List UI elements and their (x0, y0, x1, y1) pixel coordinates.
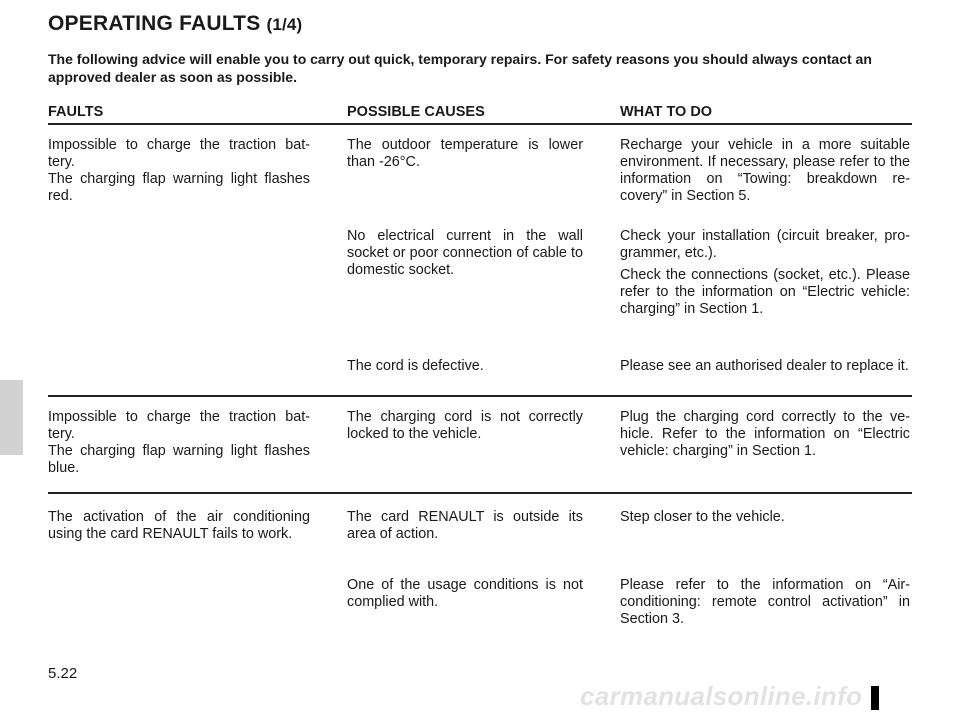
cause-cell: No electrical current in the wall socket or poor connection of cable to domestic socket. (347, 228, 583, 278)
fault-line: Impossible to charge the traction bat-tery. (48, 409, 310, 442)
cause-cell: The charging cord is not correctly locked to the vehicle. (347, 409, 583, 442)
action-cell: Please see an authorised dealer to replace it. (620, 358, 909, 374)
cause-cell: The cord is defective. (347, 358, 484, 374)
cause-cell: One of the usage conditions is not complied with. (347, 577, 583, 610)
page-title (48, 12, 302, 36)
watermark: carmanualsonline.info (580, 681, 863, 711)
title-part: (1/4) (266, 15, 303, 34)
fault-line: The charging flap warning light flashes blue. (48, 443, 310, 476)
action-cell: Plug the charging cord correctly to the ve-hicle. Refer to the information on “Electric vehicle: charging” in Section 1. (620, 409, 910, 459)
page-marker (871, 686, 879, 710)
header-actions: WHAT TO DO (620, 104, 713, 120)
action-cell: Check your installation (circuit breaker, pro-grammer, etc.). (620, 228, 910, 261)
fault-line: The charging flap warning light flashes red. (48, 171, 310, 204)
cause-cell: The outdoor temperature is lower than -26°C. (347, 137, 583, 170)
header-rule (48, 123, 912, 125)
action-cell: Step closer to the vehicle. (620, 509, 785, 525)
title-text: OPERATING FAULTS (48, 12, 261, 35)
action-cell: Please refer to the information on “Air-conditioning: remote control activation” in Section 3. (620, 577, 910, 627)
fault-cell-3 (48, 509, 310, 543)
row-divider-1 (48, 395, 912, 397)
fault-line: The activation of the air conditioning using the card RENAULT fails to work. (48, 509, 310, 542)
section-tab (0, 380, 23, 455)
header-faults: FAULTS (48, 104, 104, 120)
action-cell: Recharge your vehicle in a more suitable environment. If necessary, please refer to the information on “Towing: breakdown re-covery” in Section 5. (620, 137, 910, 204)
fault-cell-1 (48, 137, 310, 205)
fault-line: Impossible to charge the traction bat-tery. (48, 137, 310, 170)
fault-cell-2 (48, 409, 310, 477)
intro-text: The following advice will enable you to carry out quick, temporary repairs. For safety reasons you should always contact an approved dealer as soon as possible. (48, 51, 872, 85)
header-causes: POSSIBLE CAUSES (347, 104, 485, 120)
page-number: 5.22 (48, 665, 78, 682)
row-divider-2 (48, 492, 912, 494)
cause-cell: The card RENAULT is outside its area of action. (347, 509, 583, 542)
action-cell: Check the connections (socket, etc.). Please refer to the information on “Electric vehicle: charging” in Section 1. (620, 267, 910, 317)
